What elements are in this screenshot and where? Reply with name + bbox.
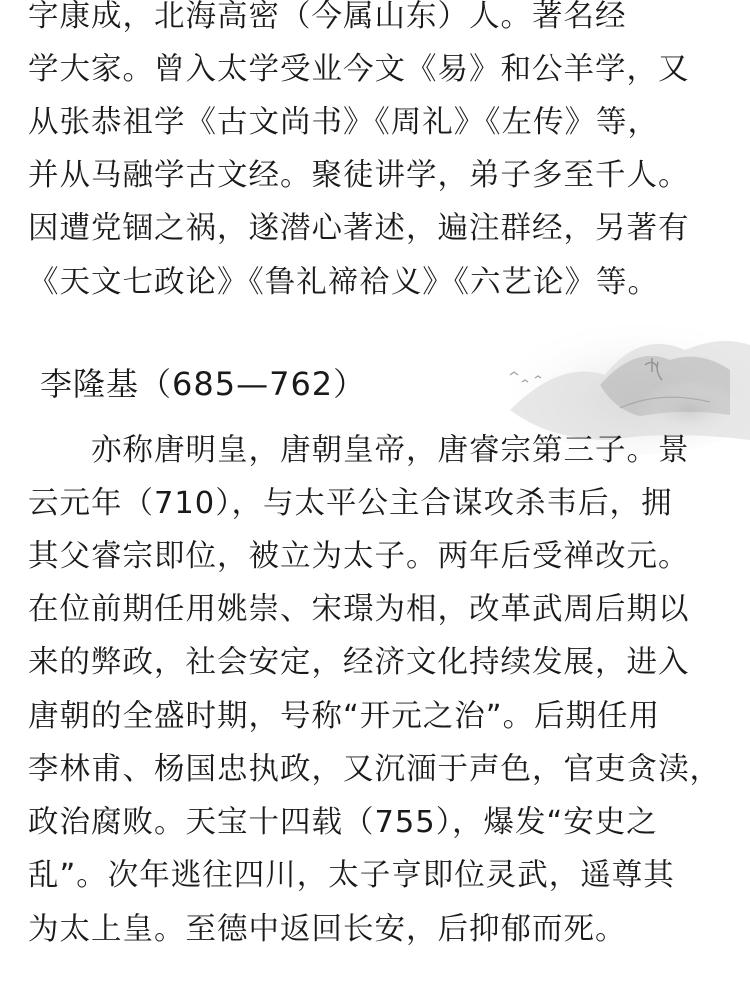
entry-line-4: 在位前期任用姚崇、宋璟为相，改革武周后期以 (28, 592, 690, 627)
entry-line-2: 云元年（710），与太平公主合谋攻杀韦后，拥 (28, 486, 673, 521)
prev-line-2: 学大家。曾入太学受业今文《易》和公羊学，又 (28, 52, 690, 87)
entry-line-9: 乱”。次年逃往四川，太子亨即位灵武，遥尊其 (28, 858, 675, 893)
prev-line-3: 从张恭祖学《古文尚书》《周礼》《左传》等， (28, 105, 659, 140)
entry-line-1: 亦称唐明皇，唐朝皇帝，唐睿宗第三子。景 (28, 433, 690, 468)
entry-line-3: 其父睿宗即位，被立为太子。两年后受禅改元。 (28, 539, 690, 574)
prev-line-1: 字康成，北海高密（今属山东）人。著名经 (28, 0, 627, 34)
prev-line-5: 因遭党锢之祸，遂潜心著述，遍注群经，另著有 (28, 211, 690, 246)
entry-line-8: 政治腐败。天宝十四载（755），爆发“安史之 (28, 805, 658, 840)
entry-line-10: 为太上皇。至德中返回长安，后抑郁而死。 (28, 912, 627, 947)
prev-line-4: 并从马融学古文经。聚徒讲学，弟子多至千人。 (28, 158, 690, 193)
prev-line-6: 《天文七政论》《鲁礼禘祫义》《六艺论》等。 (28, 265, 659, 300)
entry-line-7: 李林甫、杨国忠执政，又沉湎于声色，官吏贪渎， (28, 752, 721, 787)
entry-line-6: 唐朝的全盛时期，号称“开元之治”。后期任用 (28, 699, 661, 734)
entry-title: 李隆基（685—762） (40, 365, 367, 403)
entry-line-5: 来的弊政，社会安定，经济文化持续发展，进入 (28, 645, 690, 680)
